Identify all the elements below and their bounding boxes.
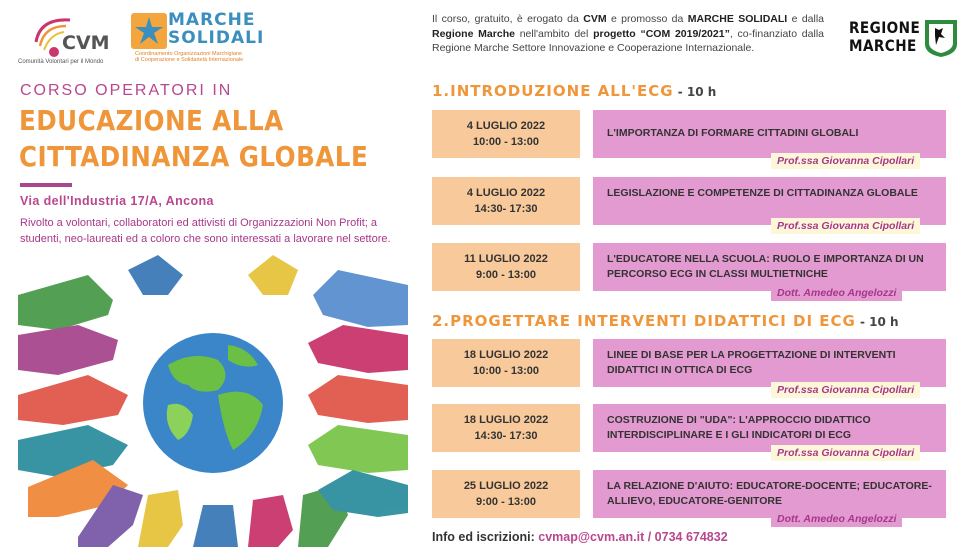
- session-4-date-box: [432, 339, 580, 387]
- session-date: 11 LUGLIO 2022: [464, 253, 548, 265]
- session-1-teacher: Prof.ssa Giovanna Cipollari: [771, 153, 920, 169]
- session-time: 10:00 - 13:00: [472, 136, 540, 148]
- course-pre-title: CORSO OPERATORI IN: [20, 82, 233, 99]
- contact-email-phone[interactable]: cvmap@cvm.an.it / 0734 674832: [538, 530, 728, 544]
- section-2-heading: [432, 312, 899, 330]
- section-1-title: 1.INTRODUZIONE ALL'ECG: [432, 82, 674, 100]
- session-time: 14:30- 17:30: [474, 203, 538, 215]
- marche-solidali-subtitle-2: di Cooperazione e Solidarietà Internazionale: [135, 57, 244, 63]
- session-2-teacher: Prof.ssa Giovanna Cipollari: [771, 218, 920, 234]
- session-time: 14:30- 17:30: [474, 430, 538, 442]
- contact-footer: [432, 530, 728, 544]
- session-5-date-box: [432, 404, 580, 452]
- regione-logo-line1: REGIONE: [849, 18, 921, 37]
- course-title-line2: CITTADINANZA GLOBALE: [19, 140, 369, 173]
- section-2-duration: - 10 h: [855, 315, 899, 329]
- marche-solidali-title-line2: SOLIDALI: [168, 28, 265, 48]
- session-6-date-box: [432, 470, 580, 518]
- section-1-heading: [432, 82, 716, 100]
- regione-logo-line2: MARCHE: [849, 36, 917, 55]
- target-audience-text: Rivolto a volontari, collaboratori ed attivisti di Organizzazioni Non Profit; a studenti, neo-laureati ed a coloro che sono interessati a lavorare nel settore.: [20, 217, 391, 245]
- session-3-date-box: [432, 243, 580, 291]
- title-divider: [20, 183, 72, 187]
- session-1-date-box: [432, 110, 580, 158]
- session-date: 4 LUGLIO 2022: [466, 187, 546, 199]
- session-3-teacher: Dott. Amedeo Angelozzi: [771, 285, 902, 301]
- regione-marche-emblem-icon: [923, 18, 959, 58]
- session-2-date-box: [432, 177, 580, 225]
- globe: [143, 333, 283, 473]
- session-5-topic: COSTRUZIONE DI "UDA": L'APPROCCIO DIDATTICO INTERDISCIPLINARE E I GLI INDICATORI DI ECG: [593, 404, 946, 452]
- session-6-topic: LA RELAZIONE D'AIUTO: EDUCATORE-DOCENTE; EDUCATORE-ALLIEVO, EDUCATORE-GENITORE: [593, 470, 946, 518]
- marche-solidali-starfish-logo: [131, 13, 167, 49]
- session-date: 18 LUGLIO 2022: [463, 349, 549, 361]
- session-2-topic: LEGISLAZIONE E COMPETENZE DI CITTADINANZA GLOBALE: [593, 177, 946, 225]
- intro-paragraph: Il corso, gratuito, è erogato da CVM e promosso da MARCHE SOLIDALI e dalla Regione Marche nell'ambito del progetto “COM 2019/2021”, co-finanziato dalla Regione Marche Settore Innovazione e Cooperazione Internazionale.: [432, 13, 825, 54]
- course-title-line1: EDUCAZIONE ALLA: [19, 104, 284, 137]
- marche-solidali-title-line1: MARCHE: [168, 10, 256, 30]
- marche-solidali-subtitle-1: Coordinamento Organizzazioni Marchigiane: [135, 51, 243, 57]
- session-3-topic: L'EDUCATORE NELLA SCUOLA: RUOLO E IMPORTANZA DI UN PERCORSO ECG IN CLASSI MULTIETNICHE: [593, 243, 946, 291]
- contact-label: Info ed iscrizioni:: [432, 530, 539, 544]
- session-4-topic: LINEE DI BASE PER LA PROGETTAZIONE DI INTERVENTI DIDATTICI IN OTTICA DI ECG: [593, 339, 946, 387]
- session-time: 9:00 - 13:00: [476, 496, 536, 508]
- cvm-logo-text: CVM: [62, 32, 110, 54]
- session-date: 25 LUGLIO 2022: [463, 480, 549, 492]
- session-date: 18 LUGLIO 2022: [463, 414, 549, 426]
- session-1-topic: L'IMPORTANZA DI FORMARE CITTADINI GLOBALI: [593, 110, 946, 158]
- venue-address: Via dell'Industria 17/A, Ancona: [20, 194, 214, 208]
- session-4-teacher: Prof.ssa Giovanna Cipollari: [771, 382, 920, 398]
- session-time: 9:00 - 13:00: [476, 269, 536, 281]
- session-date: 4 LUGLIO 2022: [466, 120, 546, 132]
- session-5-teacher: Prof.ssa Giovanna Cipollari: [771, 445, 920, 461]
- hands-around-globe-illustration: [18, 255, 408, 547]
- section-1-duration: - 10 h: [673, 85, 717, 99]
- session-6-teacher: Dott. Amedeo Angelozzi: [771, 511, 902, 527]
- session-time: 10:00 - 13:00: [472, 365, 540, 377]
- regione-marche-logo: [845, 16, 963, 62]
- cvm-logo-subtitle: Comunità Volontari per il Mondo: [18, 59, 104, 65]
- section-2-title: 2.PROGETTARE INTERVENTI DIDATTICI DI ECG: [432, 312, 856, 330]
